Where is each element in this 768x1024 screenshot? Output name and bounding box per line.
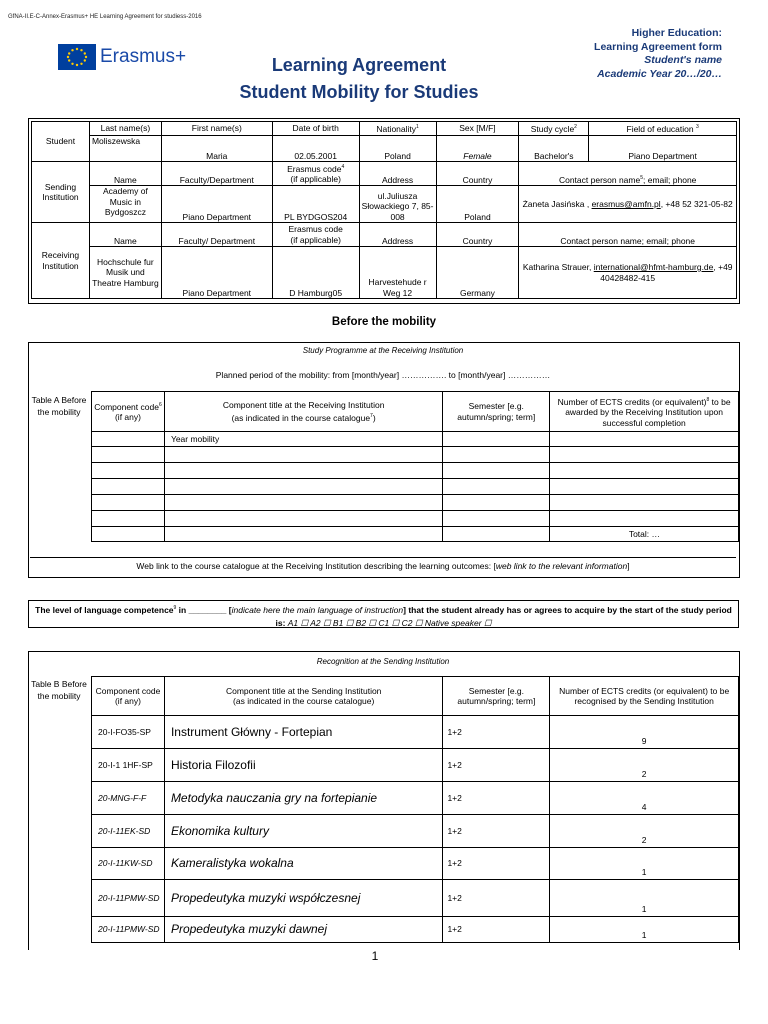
- course-code: 20-I-1 1HF-SP: [92, 749, 165, 782]
- course-semester: 1+2: [443, 749, 550, 782]
- table-a-header-semester: Semester [e.g. autumn/spring; term]: [443, 392, 550, 432]
- course-title: Propedeutyka muzyki dawnej: [164, 917, 443, 943]
- receiving-header-code: Erasmus code (if applicable): [272, 223, 359, 247]
- header-info: [594, 27, 722, 81]
- table-b-header-code: Component code (if any): [92, 677, 165, 716]
- header-first-name: First name(s): [161, 122, 272, 136]
- course-ects: 1: [550, 917, 739, 943]
- course-code: 20-I-11KW-SD: [92, 848, 165, 880]
- table-row: [92, 880, 739, 917]
- receiving-header-faculty: Faculty/ Department: [161, 223, 272, 247]
- table-row: [92, 463, 739, 479]
- course-semester: 1+2: [443, 815, 550, 848]
- sending-address: ul.Juliusza Słowackiego 7, 85-008: [359, 186, 436, 223]
- receiving-name: Hochschule fur Musik und Theatre Hamburg: [89, 247, 161, 299]
- course-ects: 4: [550, 782, 739, 815]
- sending-name: Academy of Music in Bydgoszcz: [89, 186, 161, 223]
- table-b: [91, 676, 739, 943]
- sending-header-address: Address: [359, 162, 436, 186]
- table-a: [91, 391, 739, 542]
- sending-contact: Żaneta Jasińska , erasmus@amfn.pl, +48 52 321-05-82: [519, 186, 737, 223]
- sending-label: Sending Institution: [32, 162, 90, 223]
- table-b-caption: Recognition at the Sending Institution: [316, 657, 450, 666]
- value-field: Piano Department: [589, 136, 737, 162]
- course-ects: 1: [550, 880, 739, 917]
- table-a-total: Total: …: [550, 527, 739, 542]
- table-row: [92, 749, 739, 782]
- course-semester: 1+2: [443, 917, 550, 943]
- course-ects: 2: [550, 749, 739, 782]
- value-first-name: Maria: [161, 136, 272, 162]
- receiving-faculty: Piano Department: [161, 247, 272, 299]
- value-last-name: Moliszewska: [89, 136, 161, 162]
- table-row: [92, 479, 739, 495]
- language-levels[interactable]: A1 ☐ A2 ☐ B1 ☐ B2 ☐ C1 ☐ C2 ☐ Native speaker ☐: [287, 617, 492, 628]
- table-row: [92, 848, 739, 880]
- header-line-4: Academic Year 20…/20…: [597, 67, 722, 80]
- receiving-country: Germany: [436, 247, 519, 299]
- course-ects: 1: [550, 848, 739, 880]
- header-line-3: Student's name: [644, 54, 722, 66]
- course-semester: 1+2: [443, 880, 550, 917]
- sending-header-contact: Contact person name$^5$; email; phone: [519, 162, 737, 186]
- sending-email-link[interactable]: erasmus@amfn.pl: [591, 198, 661, 209]
- header-line-1: Higher Education:: [631, 27, 722, 39]
- table-a-label: Table A Before the mobility: [31, 395, 87, 417]
- course-title: Propedeutyka muzyki współczesnej: [164, 880, 443, 917]
- table-b-header-ects: Number of ECTS credits (or equivalent) to be recognised by the Sending Institution: [550, 677, 739, 716]
- header-line-2: Learning Agreement form: [594, 40, 722, 53]
- course-code: 20-I-11EK-SD: [92, 815, 165, 848]
- course-semester: 1+2: [443, 782, 550, 815]
- header-last-name: Last name(s): [89, 122, 161, 136]
- table-a-period: Planned period of the mobility: from [month/year] ……………. to [month/year] ……………: [215, 370, 551, 380]
- receiving-header-name: Name: [89, 223, 161, 247]
- page-number: 1: [371, 949, 379, 963]
- table-row: [92, 917, 739, 943]
- table-a-header-title: Component title at the Receiving Institution (as indicated in the course catalogue$^7$): [164, 392, 442, 432]
- course-title: Ekonomika kultury: [164, 815, 443, 848]
- receiving-address: Harvestehude r Weg 12: [359, 247, 436, 299]
- course-code: 20-I-11PMW-SD: [92, 917, 165, 943]
- weblink-placeholder[interactable]: web link to the relevant information: [495, 561, 628, 571]
- table-row: [92, 447, 739, 463]
- receiving-contact: Katharina Strauer, international@hfmt-hamburg.de, +49 40428482-415: [519, 247, 737, 299]
- header-dob: Date of birth: [272, 122, 359, 136]
- receiving-email-link[interactable]: international@hfmt-hamburg.de: [593, 262, 714, 272]
- value-nationality: Poland: [359, 136, 436, 162]
- table-a-weblink: Web link to the course catalogue at the Receiving Institution describing the learning outcomes: [web link to the relevant information]: [30, 557, 736, 575]
- course-ects: 2: [550, 815, 739, 848]
- course-code: 20-MNG-F-F: [92, 782, 165, 815]
- header-sex: Sex [M/F]: [436, 122, 519, 136]
- receiving-code: D Hamburg05: [272, 247, 359, 299]
- table-row: [92, 432, 739, 447]
- sending-header-name: Name: [89, 162, 161, 186]
- table-b-header-semester: Semester [e.g. autumn/spring; term]: [443, 677, 550, 716]
- table-row: [92, 511, 739, 527]
- table-a-caption: Study Programme at the Receiving Institution: [302, 346, 464, 355]
- receiving-header-country: Country: [436, 223, 519, 247]
- page-subtitle: Student Mobility for Studies: [239, 82, 479, 102]
- course-title: Historia Filozofii: [164, 749, 443, 782]
- value-dob: 02.05.2001: [272, 136, 359, 162]
- table-a-header-ects: Number of ECTS credits (or equivalent)$^8$ to be awarded by the Receiving Institution upon successful completion: [550, 392, 739, 432]
- table-row: [92, 815, 739, 848]
- course-code: 20-I-11PMW-SD: [92, 880, 165, 917]
- table-row: [92, 495, 739, 511]
- receiving-header-address: Address: [359, 223, 436, 247]
- table-row: [92, 527, 739, 542]
- course-semester: 1+2: [443, 716, 550, 749]
- table-a-first-row-title: Year mobility: [164, 432, 442, 447]
- table-a-header-code: Component code$^6$ (if any): [92, 392, 165, 432]
- sending-header-country: Country: [436, 162, 519, 186]
- table-row: [92, 782, 739, 815]
- logo-text: Erasmus+: [100, 46, 187, 67]
- header-field: Field of education $^3$: [589, 122, 737, 136]
- document-reference: GfNA-II.E-C-Annex-Erasmus+ HE Learning Agreement for studiess-2016: [8, 14, 202, 20]
- receiving-header-contact: Contact person name; email; phone: [519, 223, 737, 247]
- sending-header-faculty: Faculty/Department: [161, 162, 272, 186]
- course-ects: 9: [550, 716, 739, 749]
- header-nationality: Nationality$^1$: [359, 122, 436, 136]
- sending-faculty: Piano Department: [161, 186, 272, 223]
- value-sex: Female: [436, 136, 519, 162]
- course-title: Instrument Główny - Fortepian: [164, 716, 443, 749]
- course-title: Kameralistyka wokalna: [164, 848, 443, 880]
- page-title: Learning Agreement: [271, 55, 447, 75]
- sending-header-code: Erasmus code$^4$ (if applicable): [272, 162, 359, 186]
- value-study-cycle: Bachelor's: [519, 136, 589, 162]
- language-competence: The level of language competence$^9$ in ________ [indicate here the main language of instruction] that the student already has or agrees to acquire by the start of the study period is: A1 ☐ A2 ☐ B1 ☐ B2 ☐ C1 ☐ C2 ☐ Native speaker ☐: [28, 600, 739, 628]
- receiving-label: Receiving Institution: [32, 223, 90, 299]
- sending-country: Poland: [436, 186, 519, 223]
- course-code: 20-I-FO35-SP: [92, 716, 165, 749]
- table-b-label: Table B Before the mobility: [31, 679, 87, 701]
- table-row: [92, 716, 739, 749]
- header-study-cycle: Study cycle$^2$: [519, 122, 589, 136]
- student-table: [31, 121, 737, 299]
- table-b-header-title: Component title at the Sending Institution (as indicated in the course catalogue): [164, 677, 443, 716]
- student-label: Student: [32, 122, 90, 162]
- section-before-mobility: Before the mobility: [331, 316, 437, 328]
- sending-code: PL BYDGOS204: [272, 186, 359, 223]
- course-title: Metodyka nauczania gry na fortepianie: [164, 782, 443, 815]
- course-semester: 1+2: [443, 848, 550, 880]
